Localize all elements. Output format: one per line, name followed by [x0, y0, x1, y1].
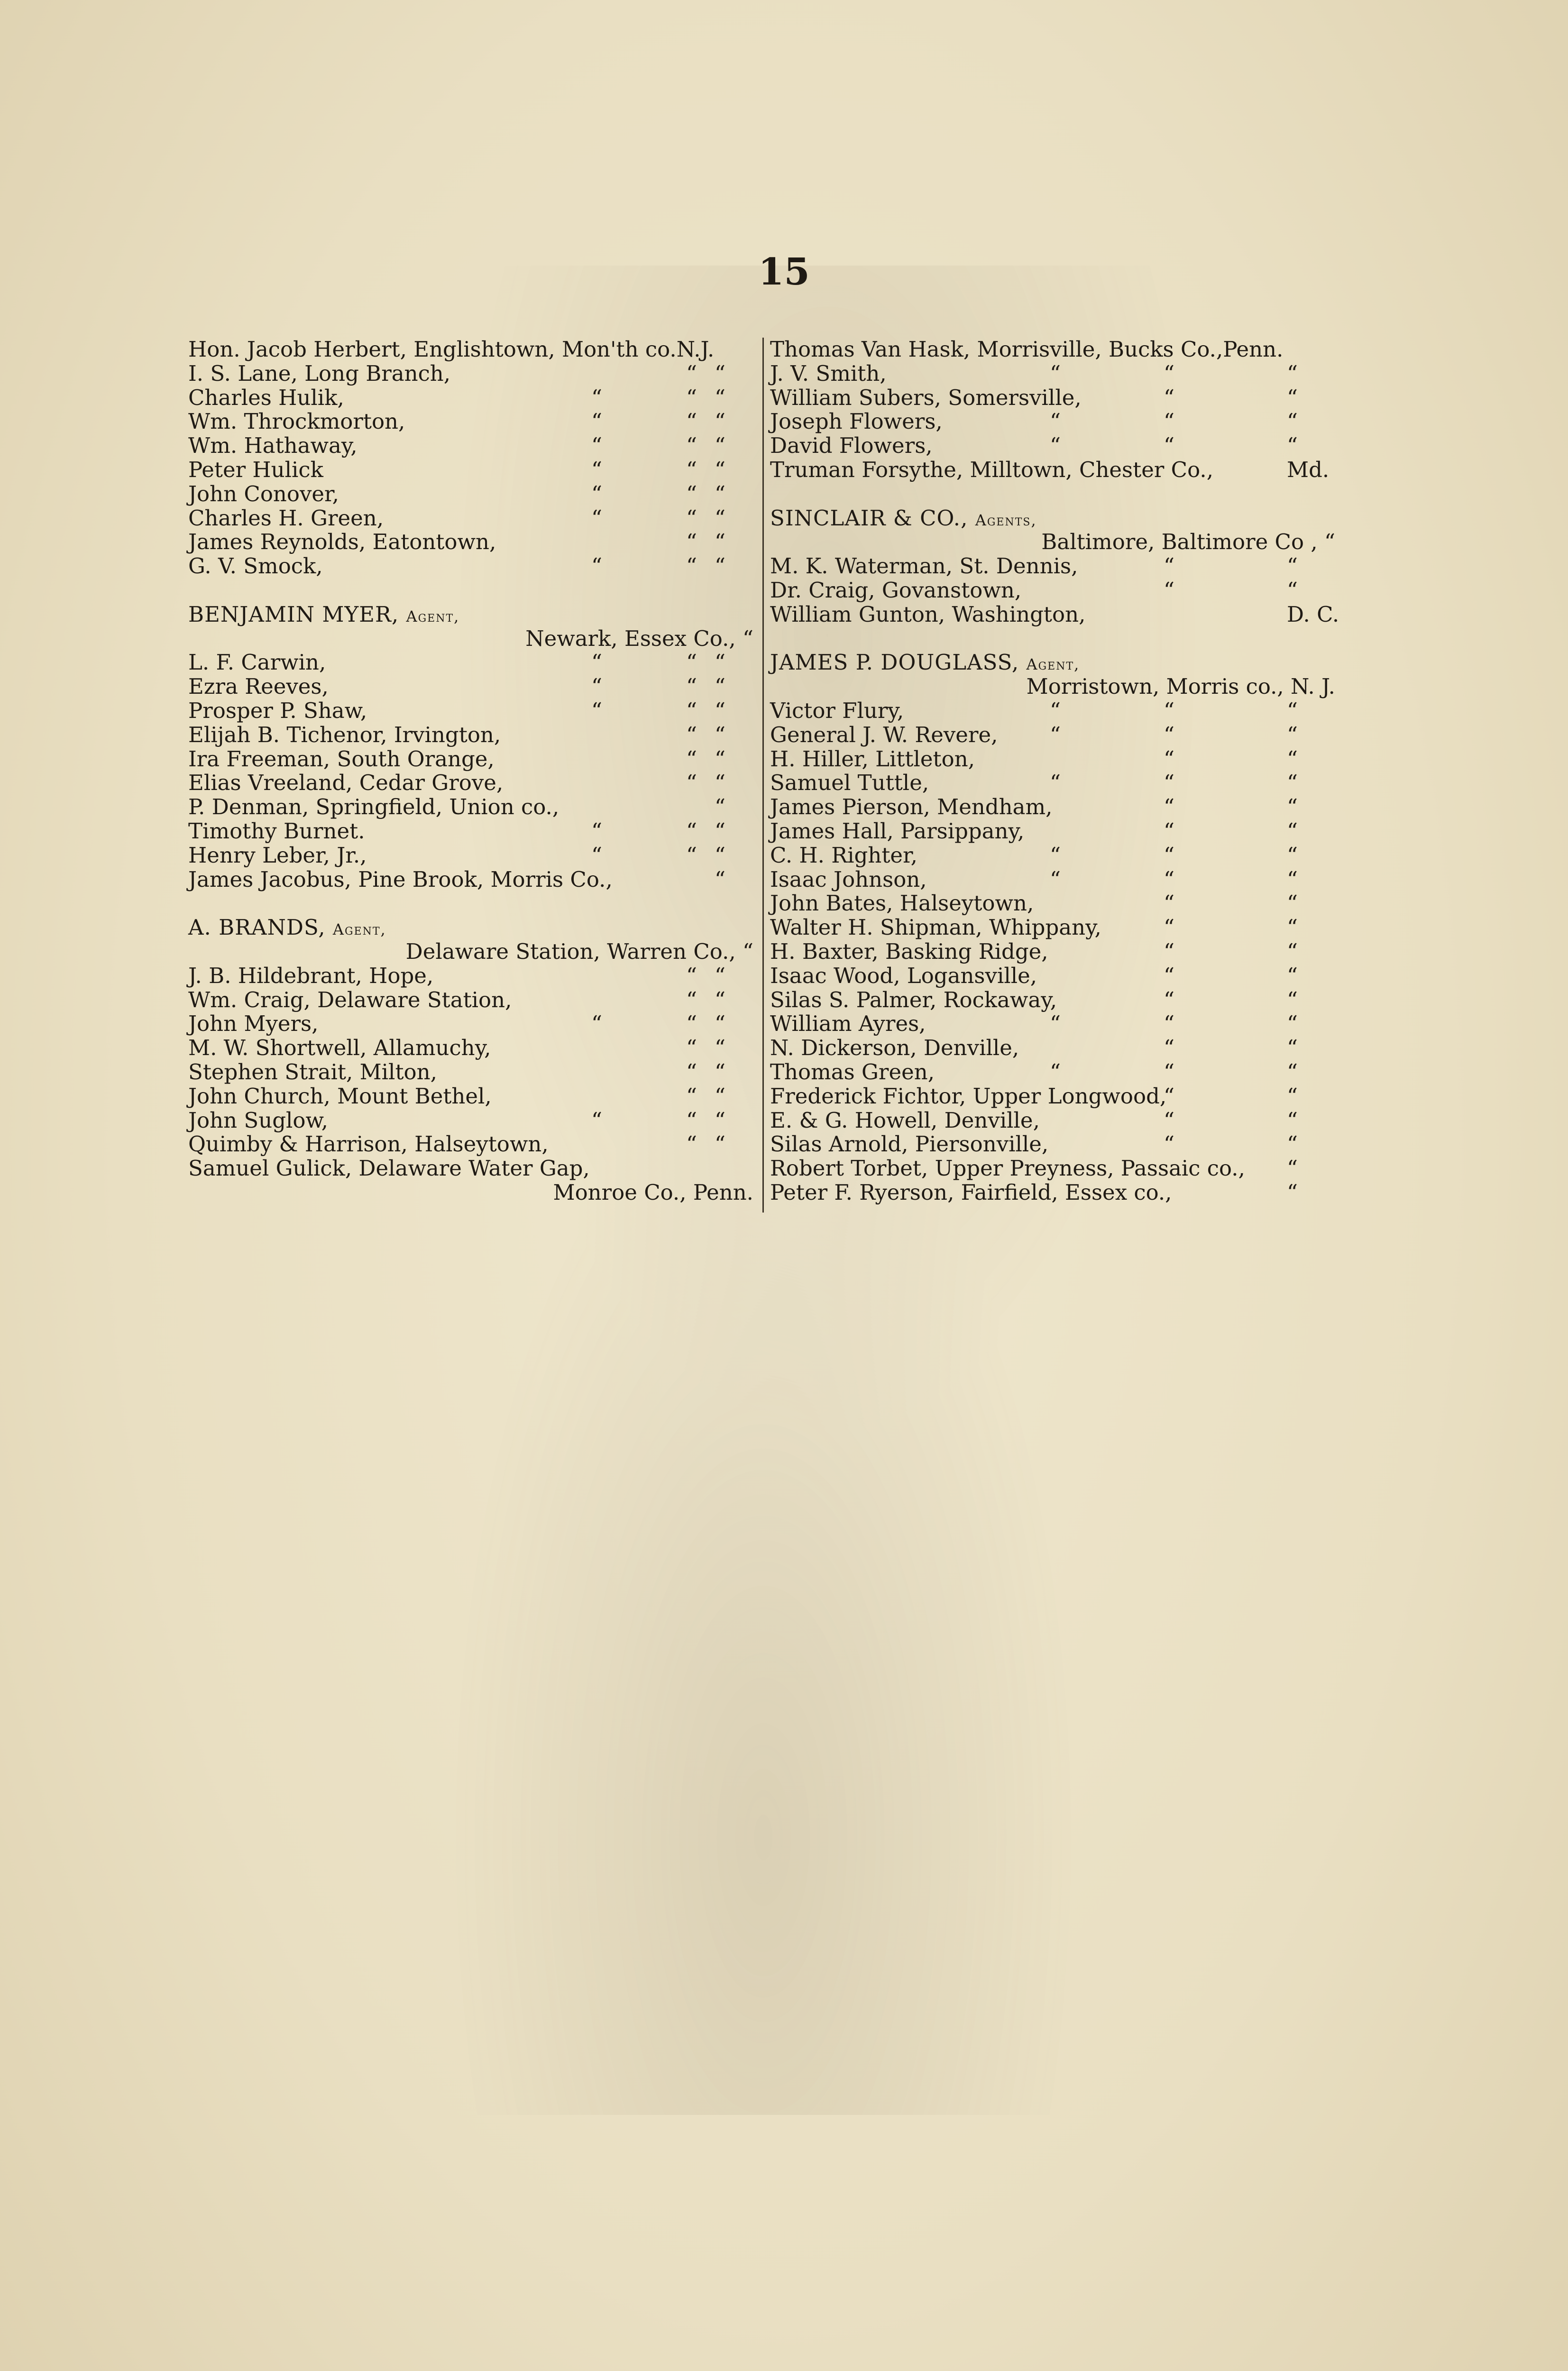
entry-name: I. S. Lane, Long Branch, — [188, 360, 451, 386]
entry-name: Wm. Craig, Delaware Station, — [188, 987, 512, 1012]
ditto-mark: “ — [1287, 794, 1298, 820]
ditto-mark: “ — [686, 1131, 697, 1157]
entry-name: William Subers, Somersville, — [770, 385, 1082, 410]
entry-name: John Conover, — [188, 481, 339, 506]
entry-name: James Jacobus, Pine Brook, Morris Co., — [188, 866, 613, 892]
spacer — [770, 627, 1339, 651]
ditto-mark: “ — [715, 481, 726, 506]
list-item — [188, 771, 757, 795]
entry-name: John Bates, Halseytown, — [770, 891, 1034, 916]
ditto-mark: “ — [591, 674, 603, 699]
ditto-mark: “ — [1164, 698, 1175, 723]
ditto-mark: “ — [715, 1107, 726, 1133]
ditto-mark: “ — [715, 746, 726, 772]
agent-tag: Agents, — [975, 511, 1037, 529]
ditto-mark: “ — [1287, 1011, 1298, 1037]
entry-name: N. Dickerson, Denville, — [770, 1035, 1019, 1061]
list-item — [770, 844, 1339, 868]
ditto-mark: “ — [1164, 385, 1175, 410]
ditto-mark: “ — [1287, 1131, 1298, 1157]
ditto-mark: “ — [1287, 987, 1298, 1012]
ditto-mark: “ — [686, 987, 697, 1012]
ditto-mark: “ — [1050, 842, 1061, 868]
entry-name: Stephen Strait, Milton, — [188, 1059, 437, 1084]
ditto-mark: “ — [715, 1011, 726, 1037]
ditto-mark: “ — [715, 987, 726, 1012]
list-item — [770, 458, 1339, 482]
agent-name: A. BRANDS, — [188, 915, 326, 940]
entry-name: William Ayres, — [770, 1011, 926, 1037]
entry-name: Charles Hulik, — [188, 385, 344, 410]
ditto-mark: “ — [715, 770, 726, 796]
ditto-mark: “ — [1287, 915, 1298, 940]
entry-name: John Church, Mount Bethel, — [188, 1083, 492, 1109]
ditto-mark: “ — [686, 842, 697, 868]
ditto-mark: “ — [1050, 433, 1061, 459]
entry-name: Peter Hulick — [188, 457, 323, 482]
list-item — [188, 554, 757, 579]
list-item — [188, 723, 757, 747]
ditto-mark: “ — [1164, 794, 1175, 820]
list-item — [770, 554, 1339, 579]
ditto-mark: “ — [686, 1107, 697, 1133]
entry-name: J. B. Hildebrant, Hope, — [188, 963, 434, 988]
ditto-mark: “ — [715, 1131, 726, 1157]
ditto-mark: “ — [1164, 1011, 1175, 1037]
list-item — [188, 386, 757, 410]
ditto-mark: “ — [1164, 1035, 1175, 1061]
ditto-mark: “ — [686, 650, 697, 675]
agent-location: Morristown, Morris co., N. J. — [1026, 674, 1335, 699]
ditto-mark: “ — [1164, 963, 1175, 988]
list-item — [188, 868, 757, 892]
ditto-mark: “ — [1164, 938, 1175, 964]
entry-name: James Reynolds, Eatontown, — [188, 529, 496, 555]
ditto-mark: “ — [1287, 842, 1298, 868]
entry-name: James Pierson, Mendham, — [770, 794, 1053, 820]
ditto-mark: “ — [715, 409, 726, 434]
ditto-mark: “ — [715, 650, 726, 675]
ditto-mark: “ — [591, 385, 603, 410]
list-item — [188, 1060, 757, 1084]
ditto-mark: “ — [591, 457, 603, 482]
ditto-mark: “ — [1164, 1131, 1175, 1157]
agent-heading — [188, 916, 757, 940]
list-item — [770, 362, 1339, 386]
ditto-mark: “ — [686, 529, 697, 555]
ditto-mark: “ — [1164, 746, 1175, 772]
ditto-mark: “ — [1164, 915, 1175, 940]
ditto-mark: “ — [1287, 698, 1298, 723]
list-item — [188, 795, 757, 819]
ditto-mark: “ — [715, 385, 726, 410]
ditto-mark: “ — [1164, 360, 1175, 386]
entry-name: Ezra Reeves, — [188, 674, 329, 699]
list-item — [188, 819, 757, 844]
entry-name: Frederick Fichtor, Upper Longwood, — [770, 1083, 1167, 1109]
ditto-mark: “ — [1287, 938, 1298, 964]
ditto-mark: “ — [686, 963, 697, 988]
ditto-mark: “ — [715, 818, 726, 844]
ditto-mark: “ — [686, 553, 697, 579]
list-item — [770, 771, 1339, 795]
entry-name: Ira Freeman, South Orange, — [188, 746, 495, 772]
ditto-mark: “ — [715, 722, 726, 747]
list-item — [770, 386, 1339, 410]
ditto-mark: “ — [1287, 891, 1298, 916]
entry-name: Isaac Johnson, — [770, 866, 927, 892]
left-column — [188, 338, 757, 1205]
list-item — [188, 1132, 757, 1157]
list-item — [770, 795, 1339, 819]
agent-location: Baltimore, Baltimore Co , “ — [1041, 529, 1335, 555]
list-item — [188, 1157, 757, 1181]
ditto-mark: “ — [591, 1107, 603, 1133]
entry-name: Hon. Jacob Herbert, Englishtown, Mon'th co.N.J. — [188, 337, 715, 362]
entry-name: Victor Flury, — [770, 698, 904, 723]
ditto-mark: “ — [1287, 360, 1298, 386]
list-item — [770, 1157, 1339, 1181]
ditto-mark: “ — [715, 794, 726, 820]
ditto-mark: “ — [591, 818, 603, 844]
list-item — [770, 1060, 1339, 1084]
list-item — [188, 362, 757, 386]
spacer — [770, 482, 1339, 506]
list-item — [188, 1109, 757, 1133]
closing-location: Monroe Co., Penn. — [553, 1179, 753, 1205]
entry-name: Silas S. Palmer, Rockaway, — [770, 987, 1057, 1012]
ditto-mark: “ — [591, 409, 603, 434]
page-number: 15 — [758, 250, 810, 294]
entry-name: L. F. Carwin, — [188, 650, 326, 675]
ditto-mark: “ — [591, 842, 603, 868]
list-item — [188, 988, 757, 1012]
entry-name: Elijah B. Tichenor, Irvington, — [188, 722, 501, 747]
ditto-mark: “ — [591, 553, 603, 579]
entry-name: Henry Leber, Jr., — [188, 842, 367, 868]
ditto-mark: “ — [686, 1083, 697, 1109]
ditto-mark: “ — [1287, 409, 1298, 434]
list-item — [770, 1036, 1339, 1060]
ditto-mark: “ — [715, 698, 726, 723]
list-item — [770, 699, 1339, 723]
entry-name: C. H. Righter, — [770, 842, 917, 868]
agent-heading — [770, 506, 1339, 531]
agent-name: SINCLAIR & CO., — [770, 505, 968, 531]
entry-name: Truman Forsythe, Milltown, Chester Co., — [770, 457, 1214, 482]
list-item — [770, 988, 1339, 1012]
ditto-mark: “ — [1287, 1107, 1298, 1133]
ditto-mark: “ — [1164, 1083, 1175, 1109]
ditto-mark: “ — [1287, 866, 1298, 892]
entry-name: John Myers, — [188, 1011, 319, 1037]
list-item — [770, 868, 1339, 892]
ditto-mark: “ — [1287, 963, 1298, 988]
list-item — [770, 1181, 1339, 1205]
ditto-mark: “ — [715, 505, 726, 531]
list-item — [188, 964, 757, 988]
list-item — [188, 482, 757, 506]
list-item — [188, 747, 757, 772]
ditto-mark: Md. — [1287, 457, 1330, 482]
spacer — [188, 891, 757, 916]
entry-name: H. Hiller, Littleton, — [770, 746, 975, 772]
ditto-mark: “ — [686, 457, 697, 482]
ditto-mark: “ — [715, 674, 726, 699]
ditto-mark: “ — [1164, 987, 1175, 1012]
ditto-mark: “ — [1287, 1179, 1298, 1205]
ditto-mark: “ — [715, 433, 726, 459]
ditto-mark: “ — [715, 842, 726, 868]
ditto-mark: “ — [1287, 553, 1298, 579]
list-item — [188, 699, 757, 723]
list-item — [188, 530, 757, 554]
list-item — [188, 1084, 757, 1109]
ditto-mark: “ — [1164, 722, 1175, 747]
ditto-mark: “ — [591, 1011, 603, 1037]
ditto-mark: “ — [686, 1035, 697, 1061]
ditto-mark: “ — [686, 433, 697, 459]
ditto-mark: “ — [1164, 1107, 1175, 1133]
list-item — [770, 891, 1339, 916]
entry-name: Samuel Tuttle, — [770, 770, 929, 796]
ditto-mark: “ — [591, 433, 603, 459]
ditto-mark: “ — [715, 1083, 726, 1109]
ditto-mark: “ — [1050, 409, 1061, 434]
entry-name: William Gunton, Washington, — [770, 601, 1086, 627]
entry-name: General J. W. Revere, — [770, 722, 998, 747]
ditto-mark: “ — [686, 409, 697, 434]
ditto-mark: “ — [1164, 770, 1175, 796]
ditto-mark: “ — [686, 722, 697, 747]
list-item — [188, 844, 757, 868]
ditto-mark: “ — [715, 1059, 726, 1084]
entry-name: Timothy Burnet. — [188, 818, 365, 844]
ditto-mark: “ — [686, 674, 697, 699]
entry-name: David Flowers, — [770, 433, 933, 459]
agent-tag: Agent, — [1026, 655, 1080, 674]
ditto-mark: “ — [591, 481, 603, 506]
list-item — [770, 940, 1339, 964]
entry-name: Prosper P. Shaw, — [188, 698, 367, 723]
ditto-mark: “ — [1287, 1156, 1298, 1181]
ditto-mark: D. C. — [1287, 601, 1339, 627]
ditto-mark: “ — [715, 553, 726, 579]
ditto-mark: “ — [1050, 866, 1061, 892]
ditto-mark: “ — [1050, 1011, 1061, 1037]
entry-name: M. K. Waterman, St. Dennis, — [770, 553, 1078, 579]
ditto-mark: “ — [1164, 866, 1175, 892]
entry-name: M. W. Shortwell, Allamuchy, — [188, 1035, 491, 1061]
list-item — [770, 1109, 1339, 1133]
ditto-mark: “ — [1164, 553, 1175, 579]
list-item — [188, 675, 757, 699]
ditto-mark: “ — [686, 818, 697, 844]
list-item — [188, 506, 757, 531]
ditto-mark: “ — [715, 963, 726, 988]
entry-name: Elias Vreeland, Cedar Grove, — [188, 770, 504, 796]
ditto-mark: “ — [1287, 1035, 1298, 1061]
entry-name: Robert Torbet, Upper Preyness, Passaic co., — [770, 1156, 1245, 1181]
ditto-mark: “ — [1164, 433, 1175, 459]
ditto-mark: “ — [1164, 891, 1175, 916]
list-item — [188, 1036, 757, 1060]
agent-name: BENJAMIN MYER, — [188, 601, 399, 627]
ditto-mark: “ — [1050, 360, 1061, 386]
list-item — [188, 410, 757, 434]
list-item — [770, 916, 1339, 940]
agent-location: Delaware Station, Warren Co., “ — [405, 938, 753, 964]
list-item — [188, 1012, 757, 1036]
ditto-mark: “ — [686, 385, 697, 410]
ditto-mark: “ — [686, 360, 697, 386]
entry-name: Dr. Craig, Govanstown, — [770, 577, 1022, 603]
ditto-mark: “ — [1050, 770, 1061, 796]
ditto-mark: “ — [1287, 385, 1298, 410]
list-item — [770, 410, 1339, 434]
ditto-mark: “ — [686, 1059, 697, 1084]
ditto-mark: “ — [1287, 433, 1298, 459]
ditto-mark: “ — [715, 457, 726, 482]
ditto-mark: “ — [686, 1011, 697, 1037]
list-item — [770, 964, 1339, 988]
list-item — [770, 338, 1339, 362]
entry-name: Peter F. Ryerson, Fairfield, Essex co., — [770, 1179, 1172, 1205]
list-item — [770, 819, 1339, 844]
agent-tag: Agent, — [406, 607, 460, 625]
agent-heading — [188, 603, 757, 627]
entry-name: Silas Arnold, Piersonville, — [770, 1131, 1049, 1157]
entry-name: Wm. Throckmorton, — [188, 409, 405, 434]
ditto-mark: “ — [1287, 1083, 1298, 1109]
ditto-mark: “ — [1164, 577, 1175, 603]
ditto-mark: “ — [686, 505, 697, 531]
ditto-mark: “ — [591, 650, 603, 675]
ditto-mark: “ — [1164, 842, 1175, 868]
entry-name: Quimby & Harrison, Halseytown, — [188, 1131, 549, 1157]
list-item — [770, 723, 1339, 747]
entry-name: James Hall, Parsippany, — [770, 818, 1025, 844]
ditto-mark: “ — [591, 698, 603, 723]
entry-name: J. V. Smith, — [770, 360, 887, 386]
entry-name: Thomas Van Hask, Morrisville, Bucks Co.,Penn. — [770, 337, 1284, 362]
ditto-mark: “ — [686, 770, 697, 796]
list-item — [770, 747, 1339, 772]
ditto-mark: “ — [686, 698, 697, 723]
ditto-mark: “ — [1287, 818, 1298, 844]
ditto-mark: “ — [1287, 722, 1298, 747]
list-item — [770, 1012, 1339, 1036]
entry-name: Samuel Gulick, Delaware Water Gap, — [188, 1156, 590, 1181]
ditto-mark: “ — [1287, 770, 1298, 796]
entry-name: H. Baxter, Basking Ridge, — [770, 938, 1048, 964]
list-item — [770, 1132, 1339, 1157]
spacer — [188, 579, 757, 603]
list-item — [770, 434, 1339, 458]
entry-name: E. & G. Howell, Denville, — [770, 1107, 1040, 1133]
agent-name: JAMES P. DOUGLASS, — [770, 650, 1019, 675]
entry-name: Isaac Wood, Logansville, — [770, 963, 1037, 988]
entry-name: P. Denman, Springfield, Union co., — [188, 794, 559, 820]
entry-name: G. V. Smock, — [188, 553, 323, 579]
list-item — [188, 338, 757, 362]
ditto-mark: “ — [1164, 1059, 1175, 1084]
entry-name: Wm. Hathaway, — [188, 433, 358, 459]
ditto-mark: “ — [1164, 409, 1175, 434]
ditto-mark: “ — [715, 1035, 726, 1061]
list-item — [770, 603, 1339, 627]
list-item — [770, 579, 1339, 603]
ditto-mark: “ — [1287, 746, 1298, 772]
list-item — [188, 434, 757, 458]
list-item — [188, 651, 757, 675]
ditto-mark: “ — [1050, 698, 1061, 723]
agent-heading — [770, 651, 1339, 675]
agent-location: Newark, Essex Co., “ — [525, 625, 753, 651]
ditto-mark: “ — [715, 360, 726, 386]
ditto-mark: “ — [1164, 818, 1175, 844]
list-item — [188, 458, 757, 482]
ditto-mark: “ — [591, 505, 603, 531]
entry-name: John Suglow, — [188, 1107, 328, 1133]
agent-tag: Agent, — [332, 920, 386, 939]
entry-name: Joseph Flowers, — [770, 409, 943, 434]
right-column — [770, 338, 1339, 1205]
ditto-mark: “ — [715, 866, 726, 892]
ditto-mark: “ — [1050, 1059, 1061, 1084]
ditto-mark: “ — [1287, 1059, 1298, 1084]
entry-name: Walter H. Shipman, Whippany, — [770, 915, 1101, 940]
ditto-mark: “ — [686, 481, 697, 506]
column-divider — [762, 338, 764, 1213]
ditto-mark: “ — [1287, 577, 1298, 603]
ditto-mark: “ — [715, 529, 726, 555]
entry-name: Thomas Green, — [770, 1059, 935, 1084]
ditto-mark: “ — [1050, 722, 1061, 747]
entry-name: Charles H. Green, — [188, 505, 384, 531]
list-item — [770, 1084, 1339, 1109]
ditto-mark: “ — [686, 746, 697, 772]
